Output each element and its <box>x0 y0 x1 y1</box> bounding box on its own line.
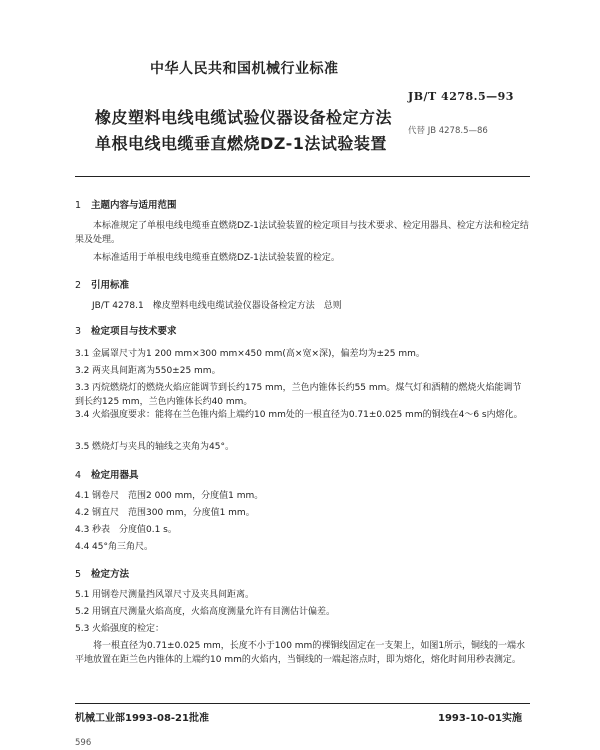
clause-text: 钢卷尺 范围2 000 mm，分度值1 mm。 <box>92 491 264 501</box>
clause-label: 3.4 <box>75 410 90 420</box>
section-5-heading <box>75 566 129 580</box>
clause-text: 燃烧灯与夹具的轴线之夹角为45°。 <box>92 442 234 452</box>
section-title: 检定方法 <box>91 569 130 580</box>
clause-5-1 <box>75 588 530 602</box>
section-title: 检定项目与技术要求 <box>91 326 177 337</box>
section-4-heading <box>75 467 139 481</box>
section-1-paragraph-1: 本标准规定了单根电线电缆垂直燃烧DZ-1法试验装置的检定项目与技术要求、检定用器具、检定方法和检定结果及处理。 <box>75 221 529 245</box>
approval-date: 机械工业部1993-08-21批准 <box>75 713 209 724</box>
clause-text: 火焰强度要求：能将在兰色锥内焰上端约10 mm处的一根直径为0.71±0.025 mm的铜线在4～6 s内熔化。 <box>92 410 523 420</box>
section-number: 2 <box>75 280 82 291</box>
clause-text: 用钢直尺测量火焰高度，火焰高度测量允许有目测估计偏差。 <box>92 607 336 617</box>
section-title: 引用标准 <box>91 280 130 291</box>
section-1-heading <box>75 197 177 211</box>
clause-label: 4.1 <box>75 491 90 501</box>
standard-code: JB/T 4278.5—93 <box>408 90 514 103</box>
clause-3-2 <box>75 364 530 378</box>
clause-text: 两夹具间距离为550±25 mm。 <box>92 366 221 376</box>
clause-label: 3.3 <box>75 383 90 393</box>
clause-text: 用钢卷尺测量挡风罩尺寸及夹具间距离。 <box>92 590 255 600</box>
clause-text: 火焰强度的检定： <box>92 624 165 634</box>
clause-4-2 <box>75 506 530 520</box>
document-title-line-2: 单根电线电缆垂直燃烧DZ-1法试验装置 <box>95 134 387 153</box>
section-number: 3 <box>75 326 82 337</box>
clause-label: 3.2 <box>75 366 90 376</box>
clause-5-2 <box>75 605 530 619</box>
clause-label: 4.4 <box>75 542 90 552</box>
clause-label: 5.3 <box>75 624 90 634</box>
section-3-heading <box>75 323 177 337</box>
clause-5-3 <box>75 622 530 636</box>
reference-standard: JB/T 4278.1 橡皮塑料电线电缆试验仪器设备检定方法 总则 <box>92 301 342 311</box>
replaces-standard: 代替 JB 4278.5—86 <box>408 126 488 136</box>
clause-label: 4.2 <box>75 508 90 518</box>
clause-text: 金属罩尺寸为1 200 mm×300 mm×450 mm(高×宽×深)，偏差均为±25 mm。 <box>92 349 425 359</box>
clause-4-1 <box>75 489 530 503</box>
clause-text: 45°角三角尺。 <box>92 542 153 552</box>
clause-3-1 <box>75 347 530 361</box>
section-title: 检定用器具 <box>91 470 139 481</box>
clause-text: 秒表 分度值0.1 s。 <box>92 525 177 535</box>
section-number: 5 <box>75 569 82 580</box>
issuing-organization: 中华人民共和国机械行业标准 <box>150 61 339 77</box>
document-title-line-1: 橡皮塑料电线电缆试验仪器设备检定方法 <box>95 108 393 127</box>
clause-label: 5.1 <box>75 590 90 600</box>
implementation-date: 1993-10-01实施 <box>438 713 522 724</box>
header-divider <box>75 176 530 177</box>
clause-3-3 <box>75 381 530 409</box>
clause-label: 3.5 <box>75 442 90 452</box>
clause-label: 4.3 <box>75 525 90 535</box>
section-number: 1 <box>75 200 82 211</box>
clause-text: 丙烷燃烧灯的燃烧火焰应能调节到长约175 mm，兰色内锥体长约55 mm。煤气灯和酒精的燃烧火焰能调节到长约125 mm，兰色内锥体长约40 mm。 <box>75 383 522 407</box>
clause-3-5 <box>75 440 530 454</box>
section-5-paragraph: 将一根直径为0.71±0.025 mm，长度不小于100 mm的裸铜线固定在一支架上，如图1所示，铜线的一端水平地放置在距兰色内锥体的上端约10 mm的火焰内，当铜线的一端起溶点时，即为熔化，熔化时间用秒表测定。 <box>75 641 526 665</box>
section-title: 主题内容与适用范围 <box>91 200 177 211</box>
clause-text: 钢直尺 范围300 mm，分度值1 mm。 <box>92 508 255 518</box>
clause-4-3 <box>75 523 530 537</box>
clause-label: 5.2 <box>75 607 90 617</box>
section-number: 4 <box>75 470 82 481</box>
clause-3-4 <box>75 408 530 422</box>
clause-4-4 <box>75 540 530 554</box>
page-number: 596 <box>75 738 92 748</box>
footer-divider <box>75 703 530 704</box>
clause-label: 3.1 <box>75 349 90 359</box>
section-2-heading <box>75 277 129 291</box>
section-1-paragraph-2: 本标准适用于单根电线电缆垂直燃烧DZ-1法试验装置的检定。 <box>93 253 340 263</box>
